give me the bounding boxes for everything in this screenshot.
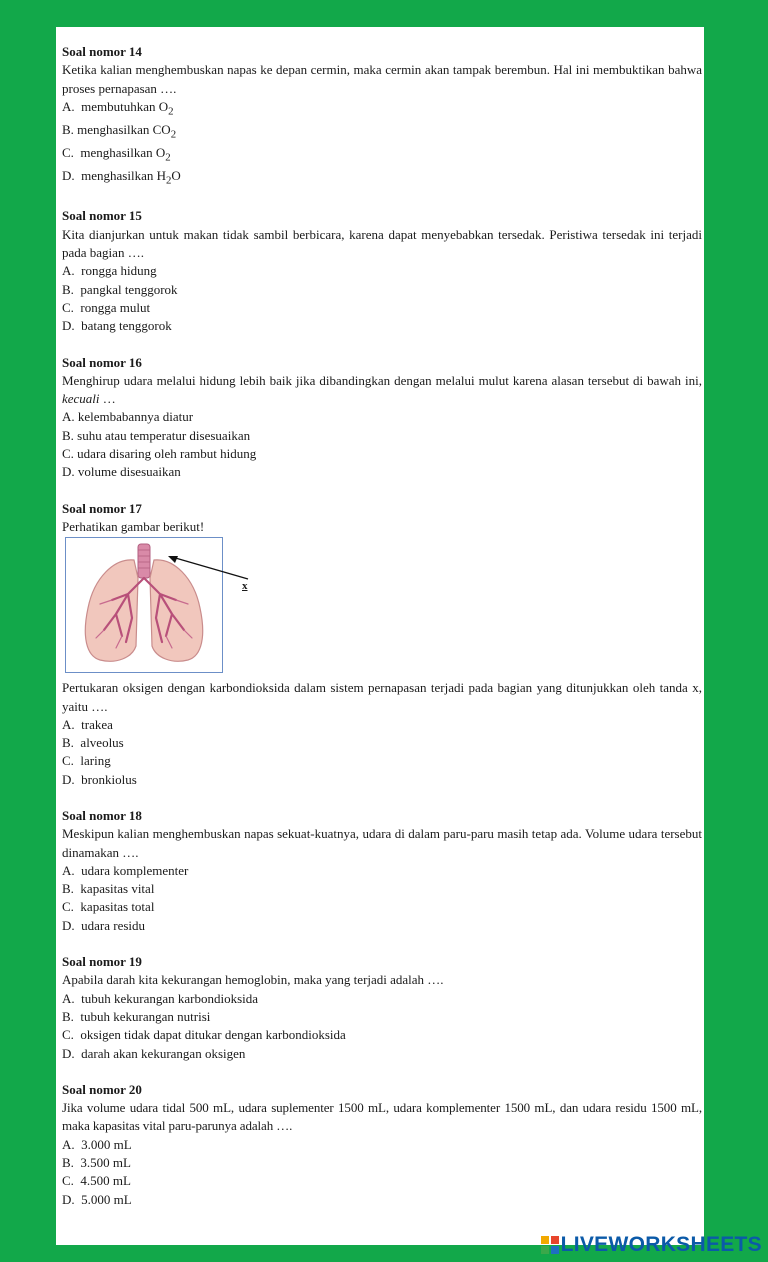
question-title: Soal nomor 19 (62, 954, 142, 970)
question-19 (62, 953, 702, 1063)
worksheet-page (56, 27, 704, 1245)
option-b[interactable]: B. tubuh kekurangan nutrisi (62, 1008, 211, 1024)
option-d[interactable]: D. darah akan kekurangan oksigen (62, 1045, 246, 1061)
option-d[interactable]: D. batang tenggorok (62, 318, 172, 334)
question-title: Soal nomor 16 (62, 354, 142, 370)
question-text: Pertukaran oksigen dengan karbondioksida dalam sistem pernapasan terjadi pada bagian yang ditunjukkan oleh tanda x, yaitu …. (62, 680, 702, 714)
option-a[interactable]: A. udara komplementer (62, 862, 189, 878)
liveworksheets-brand[interactable] (541, 1232, 762, 1258)
question-17 (62, 500, 702, 789)
option-b[interactable]: B. 3.500 mL (62, 1155, 131, 1171)
question-20 (62, 1081, 702, 1209)
question-14 (62, 43, 702, 189)
worksheet-content (62, 43, 702, 1227)
option-c[interactable]: C. kapasitas total (62, 899, 155, 915)
option-d[interactable]: D. volume disesuaikan (62, 464, 181, 480)
option-a[interactable]: A. 3.000 mL (62, 1136, 132, 1152)
question-18 (62, 807, 702, 935)
question-title: Soal nomor 18 (62, 807, 142, 823)
option-d[interactable]: D. bronkiolus (62, 771, 137, 787)
option-c[interactable]: C. menghasilkan $O_2$ (62, 144, 171, 164)
option-b[interactable]: B. menghasilkan $CO_2$ (62, 121, 177, 141)
option-a[interactable]: A. tubuh kekurangan karbondioksida (62, 990, 259, 1006)
option-b[interactable]: B. suhu atau temperatur disesuaikan (62, 427, 251, 443)
question-text: Meskipun kalian menghembuskan napas sekuat-kuatnya, udara di dalam paru-paru masih tetap ada. Volume udara tersebut dinamakan …. (62, 826, 702, 860)
question-title: Soal nomor 15 (62, 208, 142, 224)
question-15 (62, 207, 702, 335)
option-b[interactable]: B. kapasitas vital (62, 881, 155, 897)
question-text: Ketika kalian menghembuskan napas ke depan cermin, maka cermin akan tampak berembun. Hal ini membuktikan bahwa proses pernapasan …. (62, 62, 702, 96)
option-a[interactable]: A. kelembabannya diatur (62, 409, 194, 425)
option-c[interactable]: C. laring (62, 753, 111, 769)
question-text: Menghirup udara melalui hidung lebih baik jika dibandingkan dengan melalui mulut karena alasan tersebut di bawah ini, kecuali … (62, 372, 702, 407)
option-d[interactable]: D. menghasilkan $H_2O$ (62, 167, 181, 187)
question-title: Soal nomor 14 (62, 44, 142, 59)
question-text: Jika volume udara tidal 500 mL, udara suplementer 1500 mL, udara komplementer 1500 mL, dan udara residu 1500 mL, maka kapasitas vital paru-parunya adalah …. (62, 1100, 702, 1134)
option-b[interactable]: B. pangkal tenggorok (62, 281, 178, 297)
option-c[interactable]: C. udara disaring oleh rambut hidung (62, 446, 257, 462)
liveworksheets-logo-icon (541, 1236, 559, 1254)
figure-label-x: x (242, 580, 248, 593)
question-text: Apabila darah kita kekurangan hemoglobin, maka yang terjadi adalah …. (62, 972, 444, 988)
option-d[interactable]: D. 5.000 mL (62, 1191, 132, 1207)
question-title: Soal nomor 20 (62, 1081, 142, 1097)
option-a[interactable]: A. trakea (62, 716, 113, 732)
question-intro: Perhatikan gambar berikut! (62, 518, 205, 534)
option-a[interactable]: A. rongga hidung (62, 263, 157, 279)
option-c[interactable]: C. 4.500 mL (62, 1173, 131, 1189)
question-text: Kita dianjurkan untuk makan tidak sambil berbicara, karena dapat menyebabkan tersedak. Peristiwa tersedak ini terjadi pada bagian …. (62, 226, 702, 261)
brand-wordmark: LIVEWORKSHEETS (560, 1233, 762, 1256)
question-16 (62, 354, 702, 482)
option-b[interactable]: B. alveolus (62, 735, 124, 751)
pointer-arrow-icon (162, 553, 252, 583)
question-title: Soal nomor 17 (62, 500, 142, 516)
option-a[interactable]: A. membutuhkan $O_2$ (62, 98, 174, 118)
lungs-figure (62, 537, 702, 677)
option-d[interactable]: D. udara residu (62, 917, 146, 933)
option-c[interactable]: C. rongga mulut (62, 299, 151, 315)
option-c[interactable]: C. oksigen tidak dapat ditukar dengan karbondioksida (62, 1027, 346, 1043)
